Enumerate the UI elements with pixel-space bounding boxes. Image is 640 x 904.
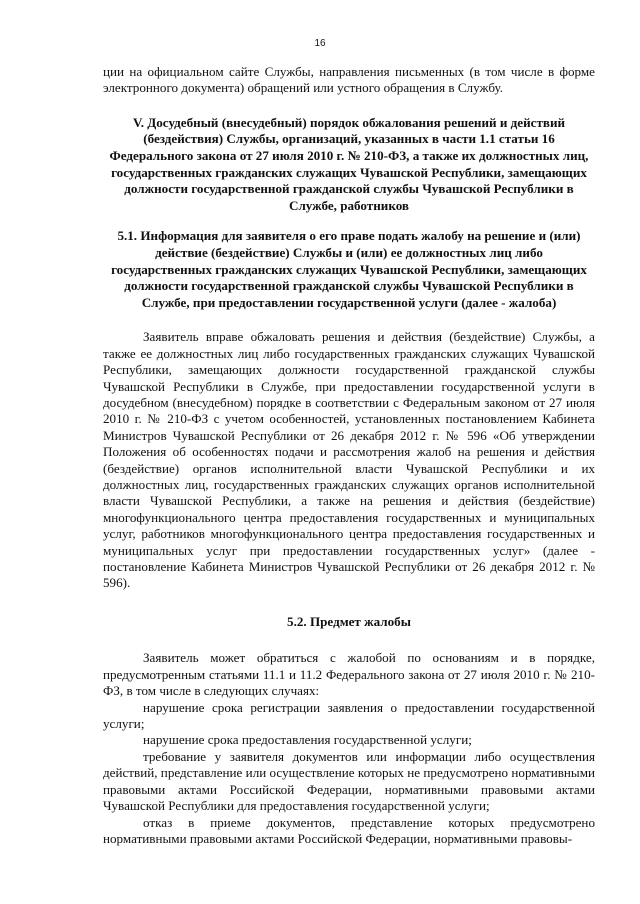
- spacer: [103, 592, 595, 614]
- spacer: [103, 311, 595, 329]
- spacer: [103, 630, 595, 650]
- spacer: [103, 214, 595, 228]
- page-number: 16: [314, 38, 326, 49]
- section-v-heading: V. Досудебный (внесудебный) порядок обжалования решений и действий (бездействия) Службы, организаций, указанных в части 1.1 статьи 16 Федерального закона от 27 июля 2010 г. № 210-ФЗ, а также их должностных лиц, государственных гражданских служащих Чувашской Республики, замещающих должности государственной гражданской службы Чувашской Республики в Службе, работников: [109, 114, 589, 213]
- section-5-1-paragraph: Заявитель вправе обжаловать решения и действия (бездействие) Службы, а также ее должностных лиц либо государственных гражданских служащих Чувашской Республики, замещающих должности государственной гражданской службы Чувашской Республики в Службе, при предоставлении государственной услуги в досудебном (внесудебном) порядке в соответствии с Федеральным законом от 27 июля 2010 г. № 210-ФЗ с учетом особенностей, установленных постановлением Кабинета Министров Чувашской Республики от 26 декабря 2012 г. № 596 «Об утверждении Положения об особенностях подачи и рассмотрения жалоб на решения и действия (бездействие) органов исполнительной власти Чувашской Республики и их должностных лиц, государственных гражданских служащих органов исполнительной власти Чувашской Республики, а также на решения и действия (бездействие) многофункционального центра предоставления государственных и муниципальных услуг, работников многофункционального центра предоставления государственных и муниципальных услуг при предоставлении государственных услуг» (далее - постановление Кабинета Министров Чувашской Республики от 26 декабря 2012 г. № 596).: [103, 329, 595, 591]
- intro-paragraph: ции на официальном сайте Службы, направления письменных (в том числе в форме электронного документа) обращений или устного обращения в Службу.: [103, 64, 595, 96]
- section-5-2-intro: Заявитель может обратиться с жалобой по основаниям и в порядке, предусмотренным статьями 11.1 и 11.2 Федерального закона от 27 июля 2010 г. № 210-ФЗ, в том числе в следующих случаях:: [103, 650, 595, 699]
- document-body: [103, 64, 595, 847]
- section-5-1-heading: 5.1. Информация для заявителя о его праве подать жалобу на решение и (или) действие (бездействие) Службы и (или) ее должностных лиц либо государственных гражданских служащих Чувашской Республики, замещающих должности государственной гражданской службы Чувашской Республики в Службе, при предоставлении государственной услуги (далее - жалоба): [111, 228, 587, 310]
- list-item: требование у заявителя документов или информации либо осуществления действий, представление или осуществление которых не предусмотрено нормативными правовыми актами Российской Федерации, нормативными правовыми актами Чувашской Республики для предоставления государственной услуги;: [103, 748, 595, 814]
- section-5-2-heading: 5.2. Предмет жалобы: [287, 613, 411, 629]
- spacer: [103, 97, 595, 115]
- list-item: отказ в приеме документов, представление которых предусмотрено нормативными правовыми актами Российской Федерации, нормативными правовы-: [103, 814, 595, 846]
- list-item: нарушение срока предоставления государственной услуги;: [143, 732, 472, 748]
- list-item: нарушение срока регистрации заявления о предоставлении государственной услуги;: [103, 699, 595, 732]
